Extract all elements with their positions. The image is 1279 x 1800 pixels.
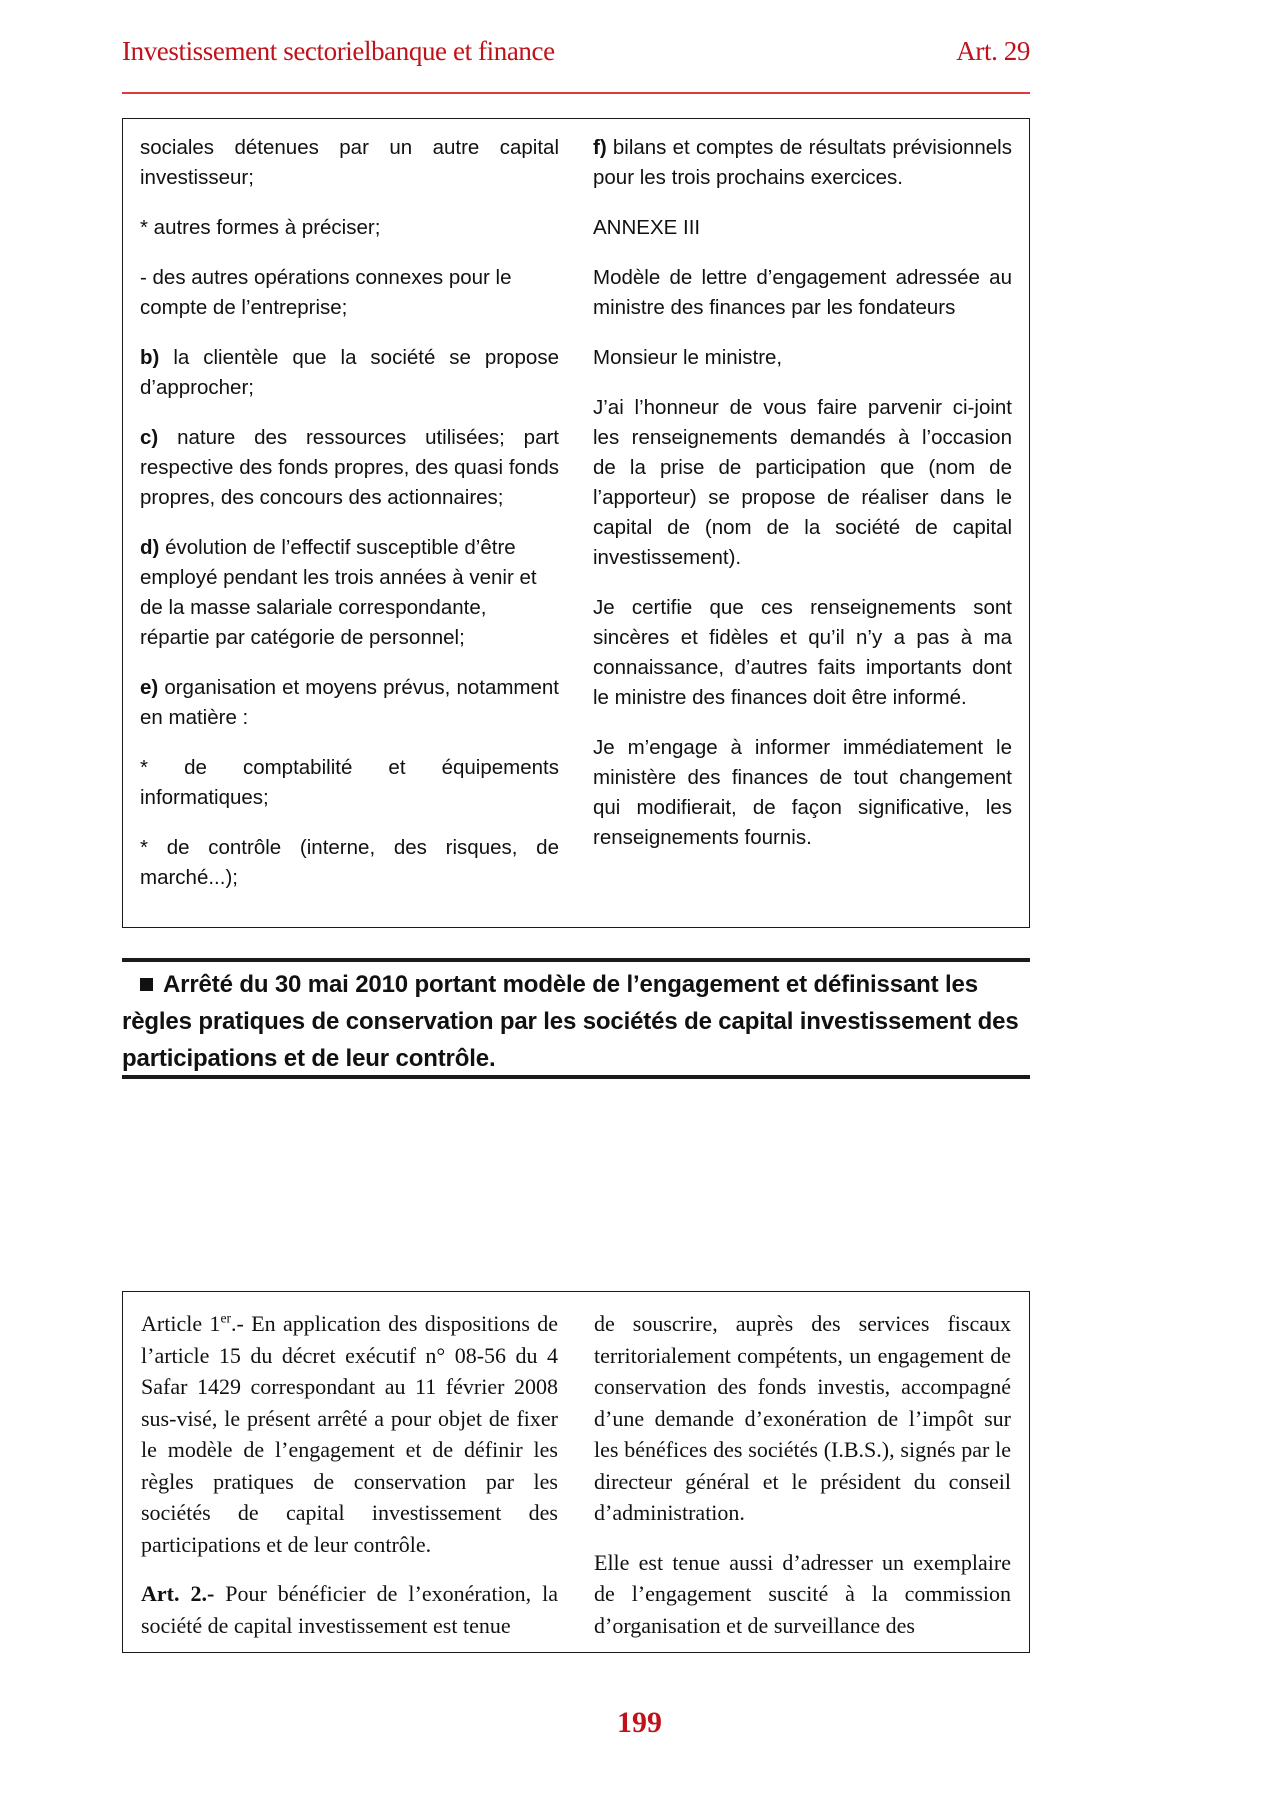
- paragraph: Modèle de lettre d’engagement adressée au ministre des finances par les fondateurs: [593, 266, 1012, 319]
- annexe-heading: ANNEXE III: [593, 216, 701, 239]
- paragraph-article-1: Article 1er.- En application des dispositions de l’article 15 du décret exécutif n° 08-56 du 4 Safar 1429 correspondant au 11 février 2008 sus-visé, le présent arrêté a pour objet de fixer le modèle de l’engagement et de définir les règles pratiques de conservation par les sociétés de capital investissement des participations et de leur contrôle.: [141, 1310, 559, 1557]
- paragraph: * de contrôle (interne, des risques, de marché...);: [140, 836, 559, 889]
- paragraph: b) la clientèle que la société se propose d’approcher;: [140, 346, 559, 399]
- paragraph: * de comptabilité et équipements informatiques;: [140, 756, 559, 809]
- paragraph: Je m’engage à informer immédiatement le ministère des finances de tout changement qui modifierait, de façon significative, les renseignements fournis.: [593, 736, 1012, 849]
- paragraph: * autres formes à préciser;: [140, 216, 381, 239]
- paragraph: e) organisation et moyens prévus, notamment en matière :: [140, 676, 560, 729]
- paragraph: de souscrire, auprès des services fiscaux territorialement compétents, un engagement de conservation des fonds investis, accompagné d’une demande d’exonération de l’impôt sur les bénéfices des sociétés (I.B.S.), signés par le directeur général et le président du conseil d’administration.: [594, 1311, 1011, 1525]
- paragraph: d) évolution de l’effectif susceptible d’être employé pendant les trois années à venir et de la masse salariale correspondante, répartie par catégorie de personnel;: [140, 536, 537, 649]
- paragraph: Je certifie que ces renseignements sont sincères et fidèles et qu’il n’y a pas à ma connaissance, d’autres faits importants dont le ministre des finances doit être informé.: [593, 596, 1012, 709]
- decree-left-column: [123, 1292, 576, 1652]
- paragraph-article-2: Art. 2.- Pour bénéficier de l’exonération, la société de capital investissement est tenue: [141, 1581, 558, 1638]
- running-header: [122, 36, 1030, 67]
- paragraph: - des autres opérations connexes pour le compte de l’entreprise;: [140, 266, 512, 319]
- decree-box: [122, 1291, 1030, 1653]
- header-rule: [122, 92, 1030, 94]
- paragraph: Monsieur le ministre,: [593, 346, 783, 369]
- paragraph: J’ai l’honneur de vous faire parvenir ci-joint les renseignements demandés à l’occasion de la prise de participation que (nom de l’apporteur) se propose de réaliser dans le capital de (nom de la société de capital investissement).: [593, 396, 1012, 569]
- decree-rule-top: [122, 958, 1030, 962]
- square-bullet-icon: [140, 978, 153, 991]
- decree-title-text: Arrêté du 30 mai 2010 portant modèle de l’engagement et définissant les règles pratiques de conservation par les sociétés de capital investissement des participations et de leur contrôle.: [122, 971, 1019, 1072]
- decree-title: [122, 966, 1030, 1077]
- page-number: 199: [617, 1706, 662, 1739]
- ordinal-superscript: er: [220, 1310, 232, 1326]
- annexe-left-column: [123, 119, 576, 927]
- running-header-article-ref: Art. 29: [956, 36, 1030, 66]
- annexe-right-column: [576, 119, 1029, 927]
- paragraph: f) bilans et comptes de résultats prévisionnels pour les trois prochains exercices.: [593, 136, 1012, 189]
- paragraph: Elle est tenue aussi d’adresser un exemplaire de l’engagement suscité à la commission d’organisation et de surveillance des: [594, 1549, 1011, 1638]
- decree-right-column: [576, 1292, 1029, 1652]
- annexe-box: [122, 118, 1030, 928]
- paragraph: c) nature des ressources utilisées; part respective des fonds propres, des quasi fonds propres, des concours des actionnaires;: [140, 426, 559, 509]
- paragraph: sociales détenues par un autre capital investisseur;: [140, 136, 559, 189]
- decree-rule-bottom: [122, 1075, 1030, 1079]
- running-header-title: Investissement sectorielbanque et finance: [122, 36, 555, 66]
